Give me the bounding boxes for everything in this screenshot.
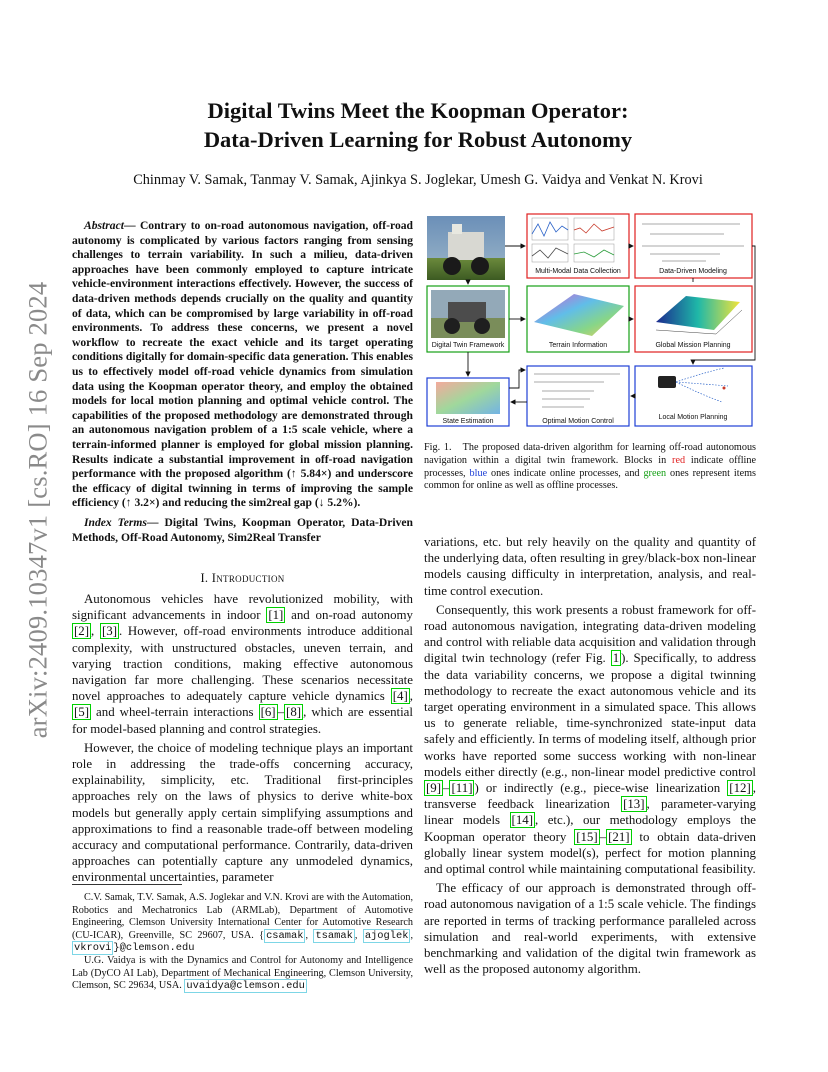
index-terms [72,516,413,545]
citation-link[interactable]: [13] [623,797,645,812]
email-link[interactable]: ajoglek [364,929,409,942]
citation-link[interactable]: [9] [426,781,442,796]
block-label: Terrain Information [548,342,608,349]
block-terrain-information [527,286,629,352]
intro-paragraph-1: Autonomous vehicles have revolutionized mobility, with significant advancements in indoor [1] and on-road autonomy [2] , [3] . However, off-road environments introduce additional complexity, with unstructured obstacles, uneven terrain, and varying traction conditions, making effective autonomous navigation far more challenging. These scenarios necessitate novel approaches to adequately capture vehicle dynamics [4] , [5] and wheel-terrain interactions [6] – [8] , which are essential for model-based planning and control strategies. [72,592,413,736]
figure-caption: Fig. 1. The proposed data-driven algorithm for learning off-road autonomous navigation within a digital twin framework. Blocks in red indicate offline processes, blue ones indicate online processes, and green ones represent items common for online as well as offline processes. [424,442,757,492]
block-label: Digital Twin Framework [431,342,505,349]
paper-title: Digital Twins Meet the Koopman Operator: Data-Driven Learning for Robust Autonomy [203,98,633,152]
block-label: State Estimation [442,418,494,425]
section-heading: I. Introduction [200,571,285,585]
block-data-driven-modeling [635,214,752,278]
citation-link[interactable]: [8] [286,705,302,720]
intro-paragraph-5: The efficacy of our approach is demonstrated through off-road autonomous navigation of a 1:5 scale vehicle. The findings are reported in terms of tracking performance paralleled across simulation and real-world experiments, with extensive benchmarking and validation of the digital twin framework as well as the proposed autonomy algorithm. [424,881,756,977]
figure-1-workflow-diagram [424,210,756,430]
index-terms-text: — Digital Twins, Koopman Operator, Data-Driven Methods, Off-Road Autonomy, Sim2Real Transfer [72,516,413,544]
email-link[interactable]: csamak [266,929,304,942]
vehicle-photo-real [427,216,505,280]
index-terms-label: Index Terms [84,516,147,529]
block-digital-twin-framework [427,286,509,352]
citation-link[interactable]: [1] [268,608,284,623]
block-label: Data-Driven Modeling [659,268,727,275]
email-link[interactable]: vkrovi [74,942,112,955]
footnote: C.V. Samak, T.V. Samak, A.S. Joglekar and V.N. Krovi are with the Automation, Robotics and Mechatronics Lab (ARMLab), Department of Automotive Engineering, Clemson University International Center for Automotive Research (CU-ICAR), Greenville, SC 29607, USA. { csamak , tsamak , ajoglek , vkrovi }@clemson.edu U.G. Vaidya is with the Dynamics and Control for Autonomy and Intelligence Lab (DyCO AI Lab), Department of Mechanical Engineering, Clemson University, Clemson, SC 29634, USA. uvaidya@clemson.edu [72,892,413,993]
footnote-rule [72,884,182,885]
abstract-text: — Contrary to on-road autonomous navigation, off-road autonomy is complicated by various factors ranging from sensing challenges to terrain variability. In such a milieu, data-driven approaches have been commonly employed to capture intricate vehicle-environment interactions effectively. However, the success of data-driven methods depends crucially on the quality and quantity of data, which can be compromised by large variability in off-road environments. To address these concerns, we present a novel workflow to recreate the exact vehicle and its target operating conditions digitally for domain-specific data generation. This enables us to effectively model off-road vehicle dynamics from simulation data using the Koopman operator theory, and employ the obtained models for local motion planning and optimal vehicle control. The capabilities of the proposed methodology are demonstrated through an autonomous navigation problem of a 1:5 scale vehicle, where a terrain-informed planner is employed for global mission planning. Results indicate a substantial improvement in off-road navigation performance with the proposed algorithm (↑ 5.84×) and underscore the efficacy of digital twinning in terms of improving the sample efficiency (↑ 3.2×) and reducing the sim2real gap (↓ 5.2%). [72,219,413,510]
figure-ref-link[interactable]: 1 [612,651,620,666]
block-state-estimation [427,378,509,426]
block-label: Local Motion Planning [658,414,728,421]
block-global-mission-planning [635,286,752,352]
author-list: Chinmay V. Samak, Tanmay V. Samak, Ajinkya S. Joglekar, Umesh G. Vaidya and Venkat N. Krovi [133,172,703,188]
citation-link[interactable]: [11] [451,781,473,796]
intro-paragraph-4: Consequently, this work presents a robust framework for off-road autonomous navigation, integrating data-driven modeling and control with reliable data acquisition and validation through digital twin technology (refer Fig. 1 ). Specifically, to address the data variability concerns, we propose a digital twinning methodology to recreate the exact autonomous vehicle and its target operating environment in a simulated space. This allows us to generate reliable, time-synchronized state-input data safely and efficiently. In terms of modeling itself, although prior works have reported some success working with non-linear models either directly (e.g., non-linear model predictive control [9] – [11] ) or indirectly (e.g., piece-wise linearization [12] , transverse feedback linearization [13] , parameter-varying linear models [14] , etc.), our methodology employs the Koopman operator theory [15] – [21] to obtain data-driven globally linear system model(s), perfect for motion planning and optimal control while maintaining computational feasibility. [424,602,757,877]
citation-link[interactable]: [4] [392,689,408,704]
intro-body-left [72,591,413,889]
citation-link[interactable]: [21] [608,829,630,844]
abstract-label: Abstract [84,219,124,232]
intro-paragraph-2: However, the choice of modeling technique plays an important role in addressing the trade-offs concerning accuracy, explainability, simplicity, etc. Traditional first-principles approaches rely on the laws of physics to derive white-box models but generally apply certain simplifying assumptions and approximations to find a reasonable trade-off between modeling accuracy and computational performance. Contrarily, data-driven approaches can potentially capture any unmodeled dynamics, environmental uncertainties, parameter [72,740,413,885]
arxiv-identifier: arXiv:2409.10347v1 [cs.RO] 16 Sep 2024 [22,281,53,739]
citation-link[interactable]: [15] [576,829,598,844]
block-label: Global Mission Planning [655,342,731,349]
block-label: Multi-Modal Data Collection [535,268,621,275]
citation-link[interactable]: [14] [511,813,534,828]
intro-body-right [424,534,756,980]
citation-link[interactable]: [12] [729,781,751,796]
citation-link[interactable]: [3] [101,624,117,639]
citation-link[interactable]: [5] [74,705,90,720]
citation-link[interactable]: [6] [260,705,276,720]
email-link[interactable]: uvaidya@clemson.edu [186,980,305,993]
block-local-motion-planning [635,366,752,426]
block-optimal-motion-control [527,366,629,426]
citation-link[interactable]: [2] [74,624,90,639]
block-label: Optimal Motion Control [542,418,614,425]
email-link[interactable]: tsamak [315,929,353,942]
block-multi-modal-data-collection [527,214,629,278]
intro-paragraph-3: variations, etc. but rely heavily on the quality and quantity of the underlying data, often resulting in grey/black-box non-linear models causing difficulty in interpretation, analysis, and real-time control execution. [424,535,756,598]
abstract [72,219,413,511]
